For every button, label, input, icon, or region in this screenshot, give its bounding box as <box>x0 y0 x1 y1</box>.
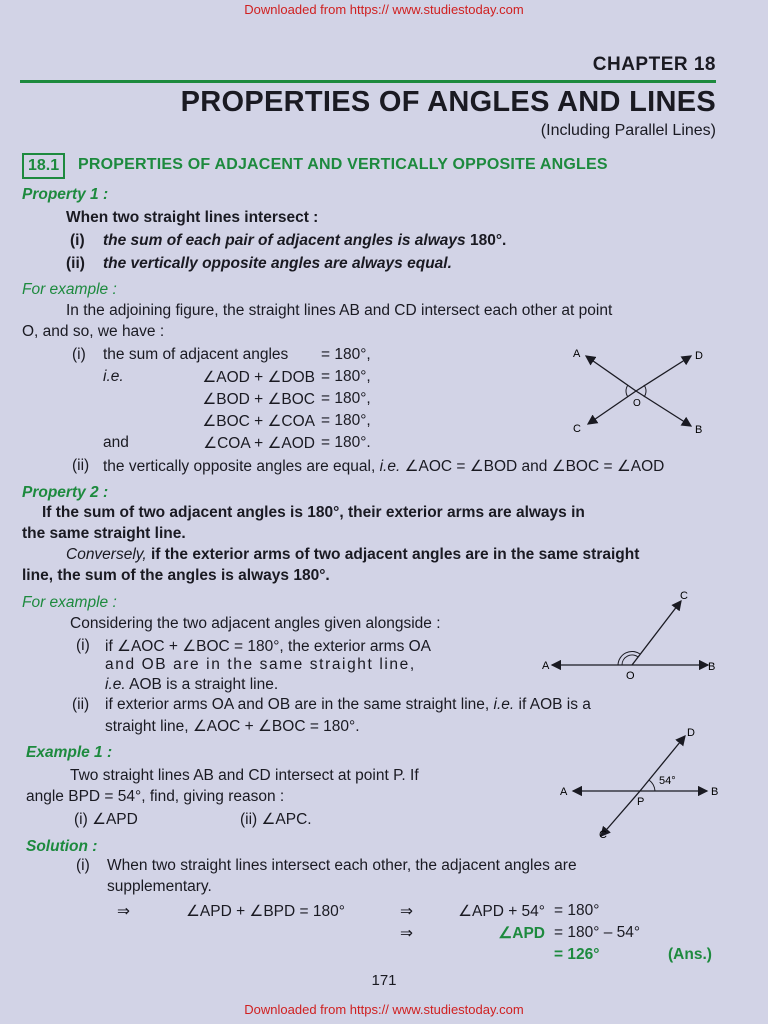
figure-intersecting-lines <box>565 342 715 438</box>
fig1-label-o: O <box>633 398 641 409</box>
fe2-ii-line1a: if exterior arms OA and OB are in the same straight line, <box>105 696 494 713</box>
fig1-label-d: D <box>695 350 703 362</box>
property2-conv-rest: if the exterior arms of two adjacent angles are in the same straight <box>146 546 640 563</box>
solution-answer-value: = 126° <box>554 946 600 963</box>
property1-heading: Property 1 : <box>22 186 109 203</box>
fig2-label-o: O <box>626 670 635 682</box>
fig3-label-p: P <box>637 796 645 808</box>
fig3-label-d: D <box>687 727 695 739</box>
fe1-ie: i.e. <box>103 368 124 385</box>
fig3-label-b: B <box>711 786 719 798</box>
fe1-ii-text: the vertically opposite angles are equal, <box>103 458 380 475</box>
solution-eq-b: ∠APD + 54° <box>458 903 545 920</box>
section-title: PROPERTIES OF ADJACENT AND VERTICALLY OPPOSITE ANGLES <box>78 156 608 173</box>
fe2-ii-line1 <box>105 696 591 714</box>
fig1-label-c: C <box>573 423 581 435</box>
fe2-i-line1: if ∠AOC + ∠BOC = 180°, the exterior arms OA <box>105 638 432 655</box>
example1-question1: (i) ∠APD <box>74 811 138 828</box>
fe1-eq3-lhs: ∠BOC + ∠COA <box>202 413 315 430</box>
example-label-1: For example : <box>22 281 117 298</box>
property1-intro: When two straight lines intersect : <box>66 209 319 226</box>
property1-i-text: the sum of each pair of adjacent angles is always <box>103 232 466 249</box>
page-title: PROPERTIES OF ANGLES AND LINES <box>180 86 716 118</box>
page-subtitle: (Including Parallel Lines) <box>540 122 716 139</box>
fe2-ii-ie: i.e. <box>493 696 515 713</box>
chapter-rule <box>20 80 716 83</box>
property2-line4: line, the sum of the angles is always 180°. <box>22 567 330 584</box>
ray-oc <box>588 391 636 424</box>
implies-arrow-3: ⇒ <box>400 925 413 942</box>
fe1-eq2-lhs: ∠BOD + ∠BOC <box>202 391 315 408</box>
fe2-i-ie: i.e. <box>105 676 126 693</box>
solution-eq-c-rhs: = 180° – 54° <box>554 924 641 941</box>
download-note-bottom[interactable]: Downloaded from https:// www.studiestoday.com <box>244 1002 524 1017</box>
download-note-top[interactable]: Downloaded from https:// www.studiestoday.com <box>244 2 524 17</box>
solution-i-num: (i) <box>76 857 90 874</box>
fig1-label-b: B <box>695 424 703 436</box>
fe1-eq4-lhs: ∠COA + ∠AOD <box>203 435 315 452</box>
fig2-label-a: A <box>542 660 550 672</box>
fig2-label-b: B <box>708 661 716 673</box>
fe1-eq1-rhs: = 180°, <box>321 368 371 385</box>
property1-i-value: 180°. <box>469 232 507 249</box>
fe1-eq3-rhs: = 180°, <box>321 412 371 429</box>
solution-eq-c: ∠APD <box>498 925 545 942</box>
property2-heading: Property 2 : <box>22 484 109 501</box>
implies-arrow-2: ⇒ <box>400 903 413 920</box>
fe2-intro: Considering the two adjacent angles given alongside : <box>70 615 441 632</box>
angle-arc-bpd <box>649 780 655 791</box>
example1-heading: Example 1 : <box>26 744 113 761</box>
property1-i-num: (i) <box>70 232 85 249</box>
fe2-i-line3-text: AOB is a straight line. <box>125 676 279 693</box>
fe1-i-lead: the sum of adjacent angles <box>103 346 289 363</box>
fe1-line2: O, and so, we have : <box>22 323 165 340</box>
fe1-i-num: (i) <box>72 346 86 363</box>
property2-line1: If the sum of two adjacent angles is 180°, their exterior arms are always in <box>42 504 585 521</box>
property2-conv-word: Conversely, <box>66 546 147 563</box>
chapter-label: CHAPTER 18 <box>592 54 716 75</box>
fig1-label-a: A <box>573 348 581 360</box>
page-number: 171 <box>371 972 397 989</box>
fe2-i-num: (i) <box>76 637 90 654</box>
fe1-i-eq: = 180°, <box>321 346 371 363</box>
fe2-ii-num: (ii) <box>72 696 90 713</box>
solution-eq-a: ∠APD + ∠BPD = 180° <box>186 903 345 920</box>
ray-oa <box>586 356 636 391</box>
section-number: 18.1 <box>22 153 65 179</box>
ray-oc-2 <box>632 601 681 665</box>
answer-tag: (Ans.) <box>668 946 712 963</box>
implies-arrow-1: ⇒ <box>117 903 130 920</box>
angle-arc-left <box>626 385 628 397</box>
example1-line2: angle BPD = 54°, find, giving reason : <box>26 788 285 805</box>
fe2-i-line2: and OB are in the same straight line, <box>105 656 416 673</box>
angle-arc-right <box>644 385 646 397</box>
fe1-ii-ie: i.e. <box>379 458 401 475</box>
solution-eq-b-rhs: = 180° <box>554 902 600 919</box>
example-label-2: For example : <box>22 594 117 611</box>
fe1-eq1-lhs: ∠AOD + ∠DOB <box>202 369 315 386</box>
fig3-label-angle: 54° <box>659 775 676 787</box>
property1-ii-text: the vertically opposite angles are always equal. <box>103 255 452 272</box>
example1-line1: Two straight lines AB and CD intersect at point P. If <box>70 767 419 784</box>
property1-i <box>103 232 506 250</box>
property2-conversely <box>66 546 639 564</box>
property2-line2: the same straight line. <box>22 525 186 542</box>
fe2-ii-line1b: if AOB is a <box>514 696 591 713</box>
example1-question2: (ii) ∠APC. <box>240 811 312 828</box>
figure-adjacent-angles <box>540 588 720 684</box>
fig3-label-a: A <box>560 786 568 798</box>
fe1-eq2-rhs: = 180°, <box>321 390 371 407</box>
fe1-and: and <box>103 434 129 451</box>
property1-ii-num: (ii) <box>66 255 85 272</box>
solution-line2: supplementary. <box>107 878 212 895</box>
fe1-ii-num: (ii) <box>72 457 90 474</box>
fe1-line1: In the adjoining figure, the straight lines AB and CD intersect each other at point <box>66 302 613 319</box>
fig3-label-c: C <box>599 829 607 841</box>
solution-heading: Solution : <box>26 838 98 855</box>
fe1-ii <box>103 457 664 476</box>
solution-line1: When two straight lines intersect each other, the adjacent angles are <box>107 857 577 874</box>
figure-example1-lines <box>555 724 725 842</box>
fe1-ii-rest: ∠AOC = ∠BOD and ∠BOC = ∠AOD <box>400 458 665 475</box>
fe2-ii-line2: straight line, ∠AOC + ∠BOC = 180°. <box>105 718 360 735</box>
fe1-eq4-rhs: = 180°. <box>321 434 371 451</box>
fe2-i-line3 <box>105 676 278 694</box>
fig2-label-c: C <box>680 590 688 602</box>
